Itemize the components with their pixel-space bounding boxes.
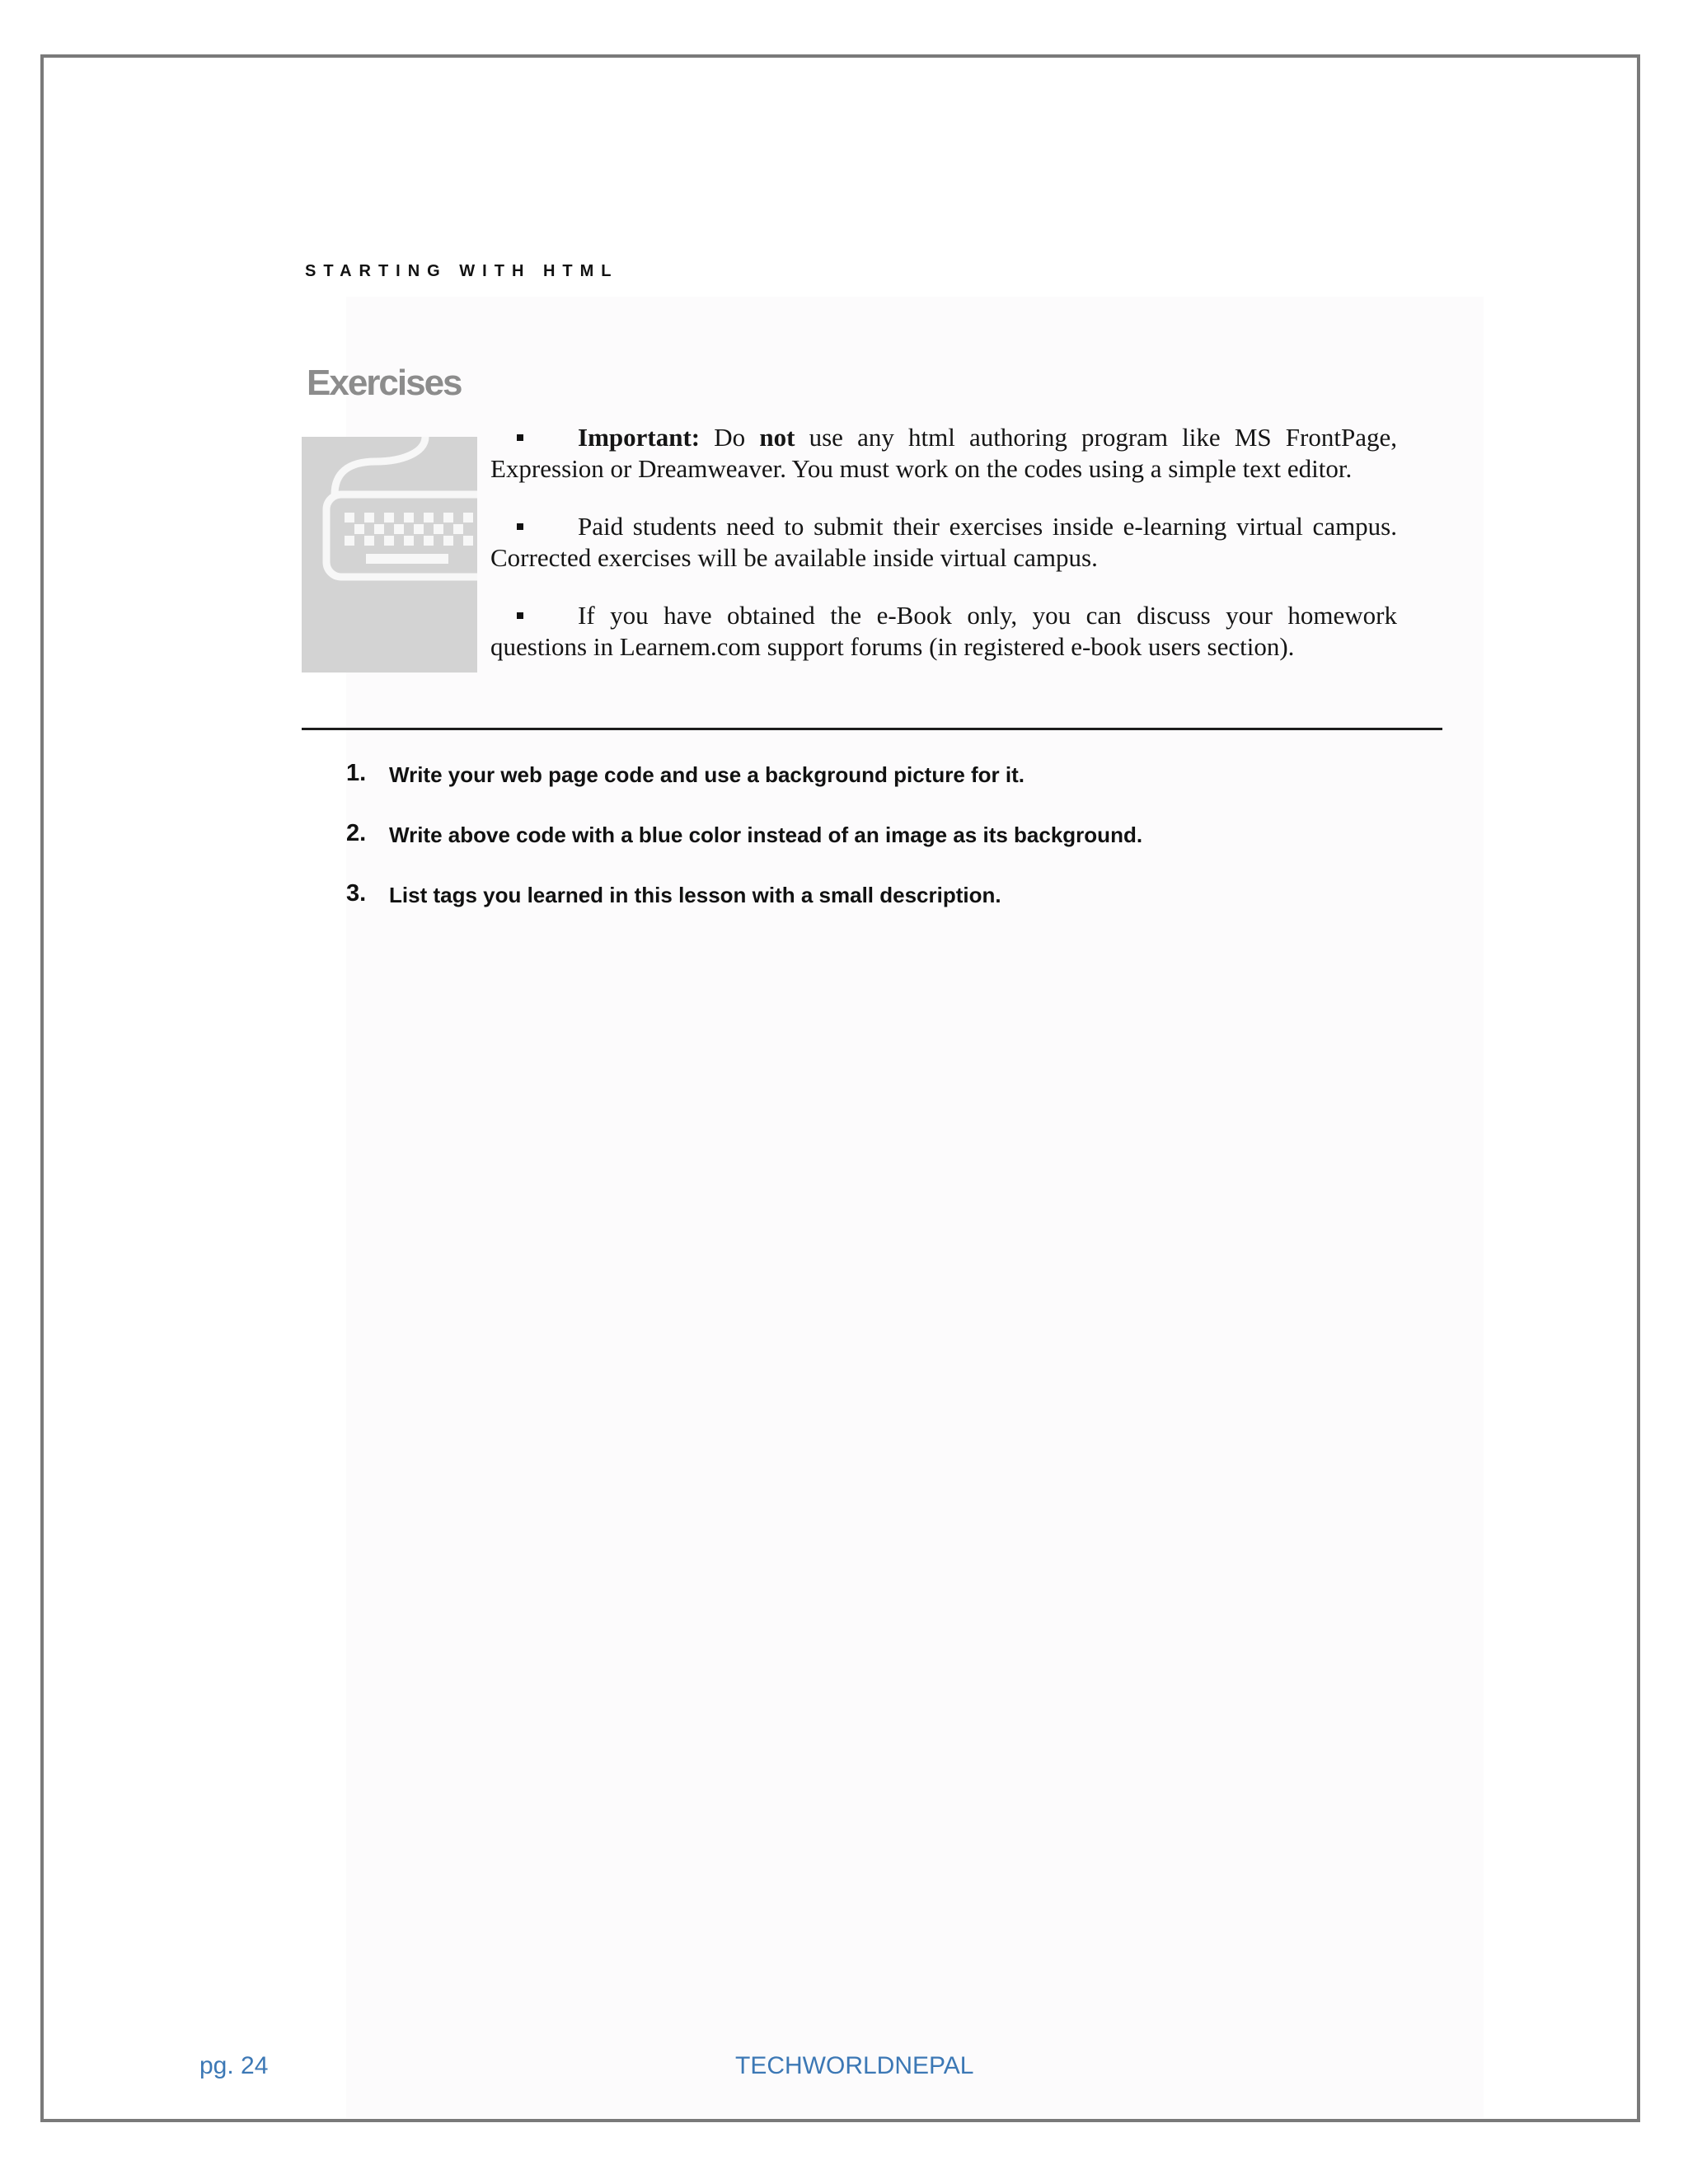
note-text: use any html authoring program like MS FrontPage, Expression or Dreamweaver. You must work on the codes using a simple text editor. (490, 423, 1397, 483)
exercise-number: 2. (346, 820, 367, 846)
note-text: Do (700, 423, 760, 452)
exercise-number: 3. (346, 880, 367, 907)
note-paid-students (490, 511, 1397, 574)
exercise-text: List tags you learned in this lesson with a small description. (389, 883, 1001, 907)
section-title: Exercises (307, 363, 462, 403)
exercise-text: Write your web page code and use a background picture for it. (389, 762, 1025, 787)
exercise-number: 1. (346, 760, 367, 786)
list-item (346, 880, 1142, 940)
exercise-list (346, 760, 1142, 940)
note-ebook (490, 600, 1397, 663)
footer-brand: TECHWORLDNEPAL (735, 2052, 974, 2079)
page-number: pg. 24 (199, 2052, 269, 2079)
square-bullet-icon (517, 523, 523, 530)
notes-list (490, 422, 1397, 689)
square-bullet-icon (517, 434, 523, 441)
exercise-text: Write above code with a blue color instead of an image as its background. (389, 823, 1143, 847)
divider (302, 728, 1442, 730)
note-text: Paid students need to submit their exercises inside e-learning virtual campus. Corrected exercises will be available inside virtual campus. (490, 512, 1397, 572)
running-head: STARTING WITH HTML (305, 262, 619, 280)
note-important (490, 422, 1397, 485)
list-item (346, 760, 1142, 820)
note-lead: Important: (578, 423, 701, 452)
list-item (346, 820, 1142, 880)
keyboard-icon (302, 437, 477, 673)
note-text: If you have obtained the e-Book only, you can discuss your homework questions in Learnem.com support forums (in registered e-book users section). (490, 601, 1397, 661)
note-emphasis: not (759, 423, 795, 452)
square-bullet-icon (517, 612, 523, 619)
